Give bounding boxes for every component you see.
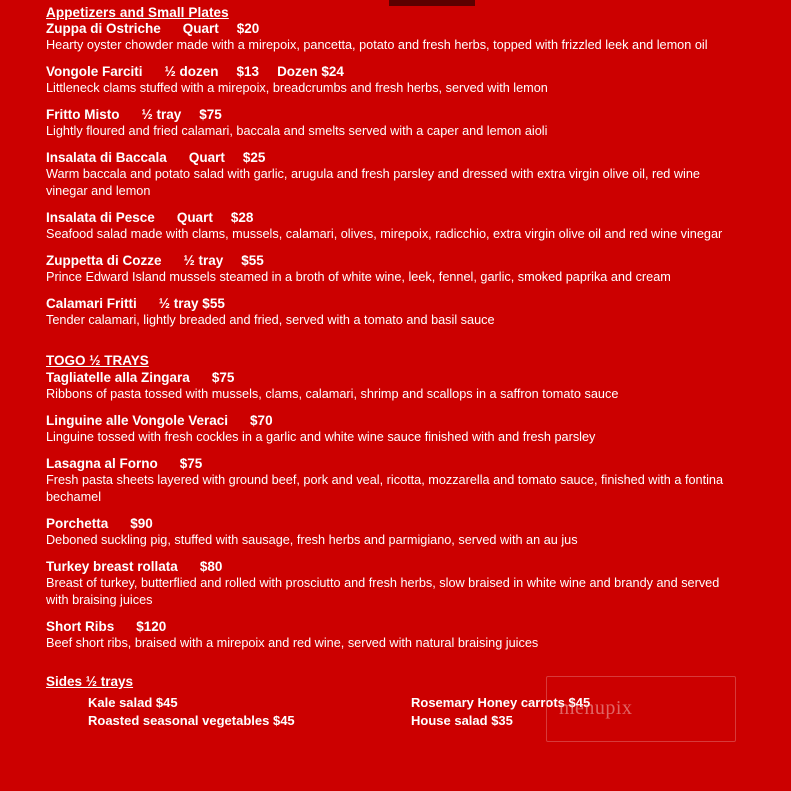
- menu-item-header: [46, 456, 743, 472]
- menu-item-description: Warm baccala and potato salad with garlic, arugula and fresh parsley and dressed with extra virgin olive oil, red wine vinegar and lemon: [46, 167, 700, 198]
- menu-item-price: Quart: [188, 150, 225, 165]
- menu-item-price: $28: [230, 210, 254, 225]
- menu-item-price: Dozen $24: [277, 64, 344, 79]
- menu-item-price: ½ tray: [183, 253, 224, 268]
- menu-item: [46, 107, 743, 140]
- side-item: House salad $35: [411, 713, 513, 728]
- side-item: Kale salad $45: [88, 695, 178, 710]
- menu-item-price: $25: [242, 150, 266, 165]
- togo-list: [46, 370, 743, 652]
- menu-item: [46, 64, 743, 97]
- menu-item-price: Quart: [176, 210, 213, 225]
- menu-item-header: [46, 516, 743, 532]
- menu-item-price: Quart: [182, 21, 219, 36]
- menu-item-header: [46, 296, 743, 312]
- menu-item-price: ½ tray $55: [158, 296, 225, 311]
- menu-item: [46, 150, 743, 200]
- menu-item-price: $75: [179, 456, 203, 471]
- menu-item: [46, 370, 743, 403]
- menu-item-price: $80: [199, 559, 223, 574]
- menu-item-description: Linguine tossed with fresh cockles in a garlic and white wine sauce finished with and fresh parsley: [46, 430, 596, 444]
- menu-item-name: Fritto Misto: [46, 107, 120, 122]
- menu-item-description: Ribbons of pasta tossed with mussels, clams, calamari, shrimp and scallops in a saffron tomato sauce: [46, 387, 619, 401]
- menu-item-name: Vongole Farciti: [46, 64, 143, 79]
- menu-item: [46, 456, 743, 506]
- menu-item-description: Fresh pasta sheets layered with ground beef, pork and veal, ricotta, mozzarella and tomato sauce, finished with a fontina bechamel: [46, 473, 724, 504]
- menu-item-header: [46, 210, 743, 226]
- menu-item-price: $20: [236, 21, 260, 36]
- menu-item-price: $75: [199, 107, 222, 122]
- menu-item-header: [46, 370, 743, 386]
- menu-item-name: Short Ribs: [46, 619, 115, 634]
- menu-item-price: $55: [241, 253, 264, 268]
- menu-item-header: [46, 21, 743, 37]
- menu-item-name: Turkey breast rollata: [46, 559, 178, 574]
- menu-item: [46, 296, 743, 329]
- menu-item: [46, 619, 743, 652]
- section-title-togo: TOGO ½ TRAYS: [46, 353, 149, 368]
- menu-item-price: $13: [236, 64, 260, 79]
- menu-item-description: Breast of turkey, butterflied and rolled with prosciutto and fresh herbs, slow braised in white wine and brandy and served with braising juices: [46, 576, 720, 607]
- menu-item-header: [46, 107, 743, 123]
- menu-item-description: Prince Edward Island mussels steamed in a broth of white wine, leek, fennel, garlic, smoked paprika and cream: [46, 270, 671, 284]
- menu-item: [46, 253, 743, 286]
- menu-item-description: Tender calamari, lightly breaded and fried, served with a tomato and basil sauce: [46, 313, 495, 327]
- menu-item-header: [46, 150, 743, 166]
- menu-item-price: ½ tray: [141, 107, 182, 122]
- section-title-sides: Sides ½ trays: [46, 674, 134, 689]
- section-title-appetizers: Appetizers and Small Plates: [46, 5, 229, 20]
- menu-item-description: Hearty oyster chowder made with a mirepoix, pancetta, potato and fresh herbs, topped with frizzled leek and lemon oil: [46, 38, 708, 52]
- menu-item-name: Insalata di Baccala: [46, 150, 167, 165]
- menu-item: [46, 516, 743, 549]
- menu-item-description: Lightly floured and fried calamari, baccala and smelts served with a caper and lemon aioli: [46, 124, 548, 138]
- watermark-label: menupix: [559, 697, 633, 719]
- menu-item-name: Lasagna al Forno: [46, 456, 158, 471]
- menu-item-description: Seafood salad made with clams, mussels, calamari, olives, mirepoix, radicchio, extra virgin olive oil and red wine vinegar: [46, 227, 723, 241]
- menu-item-header: [46, 64, 743, 80]
- menu-item-header: [46, 559, 743, 575]
- menu-item: [46, 21, 743, 54]
- menu-item-description: Beef short ribs, braised with a mirepoix and red wine, served with natural braising juices: [46, 636, 539, 650]
- watermark: [546, 676, 736, 742]
- menu-item-name: Zuppetta di Cozze: [46, 253, 162, 268]
- menu-item-name: Insalata di Pesce: [46, 210, 155, 225]
- menu-item-price: $90: [130, 516, 153, 531]
- menu-item-price: $70: [250, 413, 273, 428]
- menu-item-price: ½ dozen: [164, 64, 219, 79]
- menu-item: [46, 559, 743, 609]
- menu-item-price: $120: [136, 619, 167, 634]
- side-item: Rosemary Honey carrots $45: [411, 695, 591, 710]
- menu-item-name: Tagliatelle alla Zingara: [46, 370, 190, 385]
- appetizers-list: [46, 21, 743, 329]
- menu-item-name: Zuppa di Ostriche: [46, 21, 161, 36]
- side-item: Roasted seasonal vegetables $45: [88, 713, 295, 728]
- menu-item-name: Calamari Fritti: [46, 296, 137, 311]
- menu-item-name: Porchetta: [46, 516, 109, 531]
- menu-item-header: [46, 253, 743, 269]
- menu-item-price: $75: [211, 370, 235, 385]
- menu-item-header: [46, 619, 743, 635]
- sides-column-left: [46, 694, 408, 730]
- top-accent-bar: [389, 0, 475, 6]
- menu-item: [46, 210, 743, 243]
- menu-item: [46, 413, 743, 446]
- menu-item-description: Deboned suckling pig, stuffed with sausage, fresh herbs and parmigiano, served with an au jus: [46, 533, 578, 547]
- menu-item-header: [46, 413, 743, 429]
- menu-item-name: Linguine alle Vongole Veraci: [46, 413, 229, 428]
- menu-item-description: Littleneck clams stuffed with a mirepoix, breadcrumbs and fresh herbs, served with lemon: [46, 81, 548, 95]
